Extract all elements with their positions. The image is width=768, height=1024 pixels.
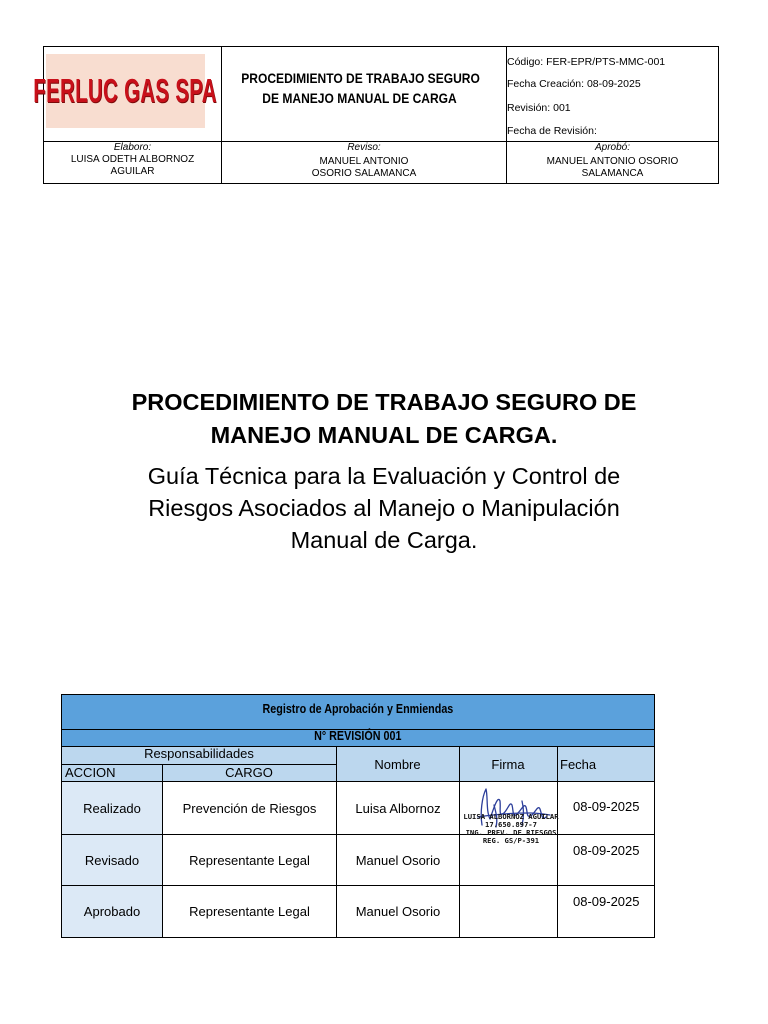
- main-title-line2: MANEJO MANUAL DE CARGA.: [210, 422, 558, 448]
- reviewed-by-name-line2: OSORIO SALAMANCA: [311, 168, 417, 179]
- company-logo: [33, 54, 218, 128]
- stamp-line4: REG. GS/P-391: [482, 836, 540, 845]
- main-title-line1: PROCEDIMIENTO DE TRABAJO SEGURO DE: [131, 389, 637, 415]
- row-date: 08-09-2025: [573, 843, 640, 858]
- row-date: 08-09-2025: [573, 894, 640, 909]
- stamp-line2: 17.650.897-7: [485, 820, 537, 829]
- row-name: Manuel Osorio: [355, 904, 441, 919]
- row-name: Luisa Albornoz: [355, 800, 441, 816]
- subtitle-line3: Manual de Carga.: [290, 527, 478, 553]
- header-position: CARGO: [225, 765, 273, 780]
- reviewed-by: [222, 142, 506, 180]
- approved-by: [507, 142, 718, 180]
- revision-number: Revisión: 001: [507, 102, 571, 114]
- row-position: Representante Legal: [189, 852, 310, 868]
- row-name: Manuel Osorio: [355, 852, 441, 868]
- elaborated-by-name-line2: AGUILAR: [110, 166, 155, 177]
- stamp-line3: ING. PREV. DE RIESGOS: [465, 828, 557, 837]
- approved-by-role: Aprobó:: [594, 142, 631, 153]
- revision-date: Fecha de Revisión:: [507, 125, 597, 137]
- reviewed-by-name-line1: MANUEL ANTONIO: [319, 156, 409, 167]
- subtitle-line1: Guía Técnica para la Evaluación y Control de: [147, 463, 621, 489]
- header-name: Nombre: [374, 756, 421, 772]
- row-position: Representante Legal: [189, 904, 310, 919]
- table-title: Registro de Aprobación y Enmiendas: [262, 702, 454, 716]
- logo-text: FERLUC GAS SPA: [33, 72, 218, 109]
- table-revision: N° REVISIÓN 001: [314, 729, 402, 743]
- elaborated-by: [44, 142, 221, 178]
- document-code: Código: FER-EPR/PTS-MMC-001: [507, 56, 666, 68]
- reviewed-by-role: Reviso:: [347, 142, 381, 153]
- elaborated-by-role: Elaboro:: [113, 142, 152, 153]
- subtitle-line2: Riesgos Asociados al Manejo o Manipulación: [148, 495, 620, 521]
- row-action: Aprobado: [83, 904, 141, 919]
- document-header: [33, 46, 719, 184]
- approved-by-name-line1: MANUEL ANTONIO OSORIO: [546, 156, 679, 167]
- stamp-line1: LUISA ALBORNOZ AGUILAR: [463, 812, 559, 821]
- row-position: Prevención de Riesgos: [182, 800, 317, 816]
- document-title-line1: PROCEDIMIENTO DE TRABAJO SEGURO: [241, 70, 480, 86]
- elaborated-by-name-line1: LUISA ODETH ALBORNOZ: [70, 154, 195, 165]
- header-date: Fecha: [560, 756, 597, 772]
- creation-date: Fecha Creación: 08-09-2025: [507, 78, 641, 90]
- header-responsibilities: Responsabilidades: [144, 746, 254, 761]
- document-title: [222, 68, 497, 108]
- header-signature: Firma: [491, 756, 525, 772]
- row-action: Realizado: [83, 800, 141, 816]
- row-date: 08-09-2025: [573, 799, 640, 814]
- document-title-line2: DE MANEJO MANUAL DE CARGA: [262, 90, 457, 106]
- approval-table: [61, 694, 655, 938]
- row-action: Revisado: [84, 852, 140, 868]
- main-title: [80, 386, 688, 452]
- handwritten-signature: [460, 783, 562, 845]
- approved-by-name-line2: SALAMANCA: [581, 168, 644, 179]
- header-action: ACCION: [65, 765, 116, 780]
- subtitle: [90, 460, 678, 556]
